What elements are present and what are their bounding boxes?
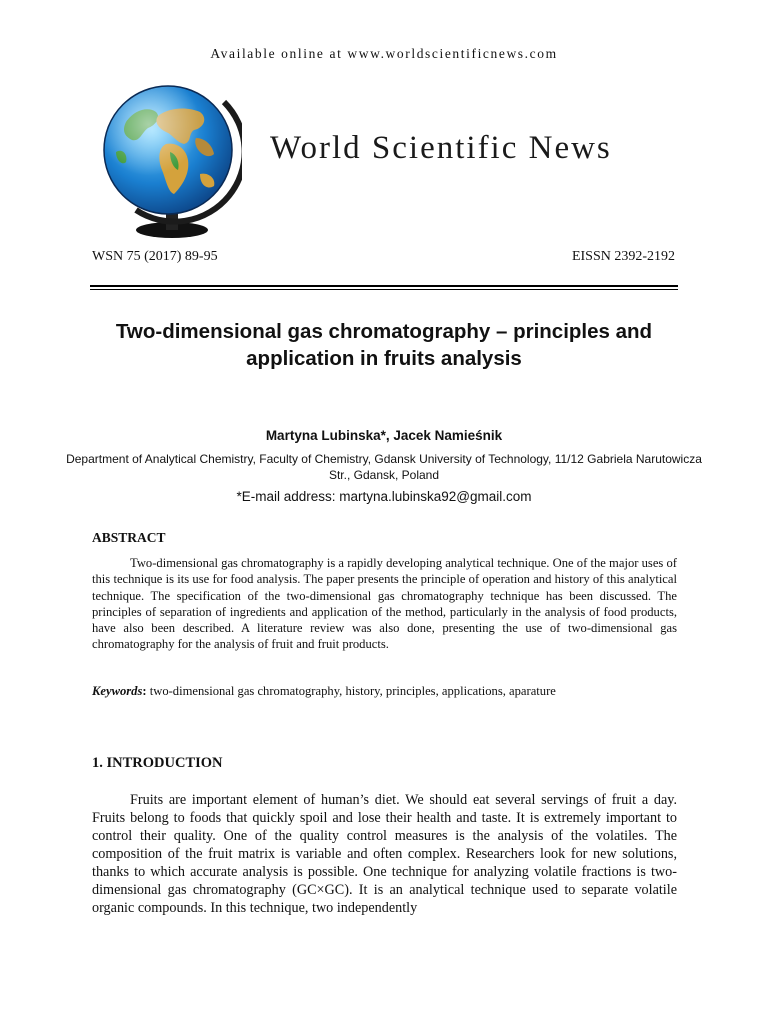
affiliation: Department of Analytical Chemistry, Faculty of Chemistry, Gdansk University of Technology, 11/12 Gabriela Narutowicza Str., Gdansk, Poland [66, 452, 702, 482]
article-title: Two-dimensional gas chromatography – principles and application in fruits analysis [115, 320, 653, 370]
header-rule-thin [90, 289, 678, 290]
keywords-label: Keywords [92, 684, 143, 698]
keywords-separator: : [142, 684, 147, 698]
journal-name: World Scientific News [270, 130, 612, 166]
keywords-list: two-dimensional gas chromatography, history, principles, applications, aparature [146, 684, 556, 698]
abstract-text: Two-dimensional gas chromatography is a rapidly developing analytical technique. One of the major uses of this technique is its use for food analysis. The paper presents the principle of operation and history of this analytical technique. The specification of the two-dimensional gas chromatography technique has been discussed. The principles of separation of ingredients and application of the method, particularly in the analysis of food products, have also been described. A literature review was also done, presenting the use of two-dimensional gas chromatography for the analysis of fruit and fruit products. [92, 556, 677, 652]
header-rule-thick [90, 285, 678, 287]
available-online-line: Available online at www.worldscientificnews.com [210, 46, 558, 61]
introduction-text: Fruits are important element of human’s diet. We should eat several servings of fruit a day. Fruits belong to foods that quickly spoil and lose their health and taste. It is extremely important to control their quality. One of the quality control measures is the analysis of the volatiles. The composition of the fruit matrix is variable and often complex. Researchers look for new solutions, thanks to which accurate analysis is possible. One technique for analyzing volatile fractions is two-dimensional gas chromatography (GC×GC). It is an analytical technique used to separate volatile organic compounds. In this technique, two independently [92, 792, 677, 916]
citation: WSN 75 (2017) 89-95 [92, 249, 218, 264]
abstract-heading: ABSTRACT [92, 530, 166, 545]
introduction-heading: 1. INTRODUCTION [92, 755, 223, 771]
eissn: EISSN 2392-2192 [571, 249, 675, 264]
authors: Martyna Lubinska*, Jacek Namieśnik [265, 428, 503, 443]
globe-logo [96, 82, 242, 240]
keywords-line [92, 684, 677, 699]
author-email: *E-mail address: martyna.lubinska92@gmail.com [236, 489, 532, 504]
